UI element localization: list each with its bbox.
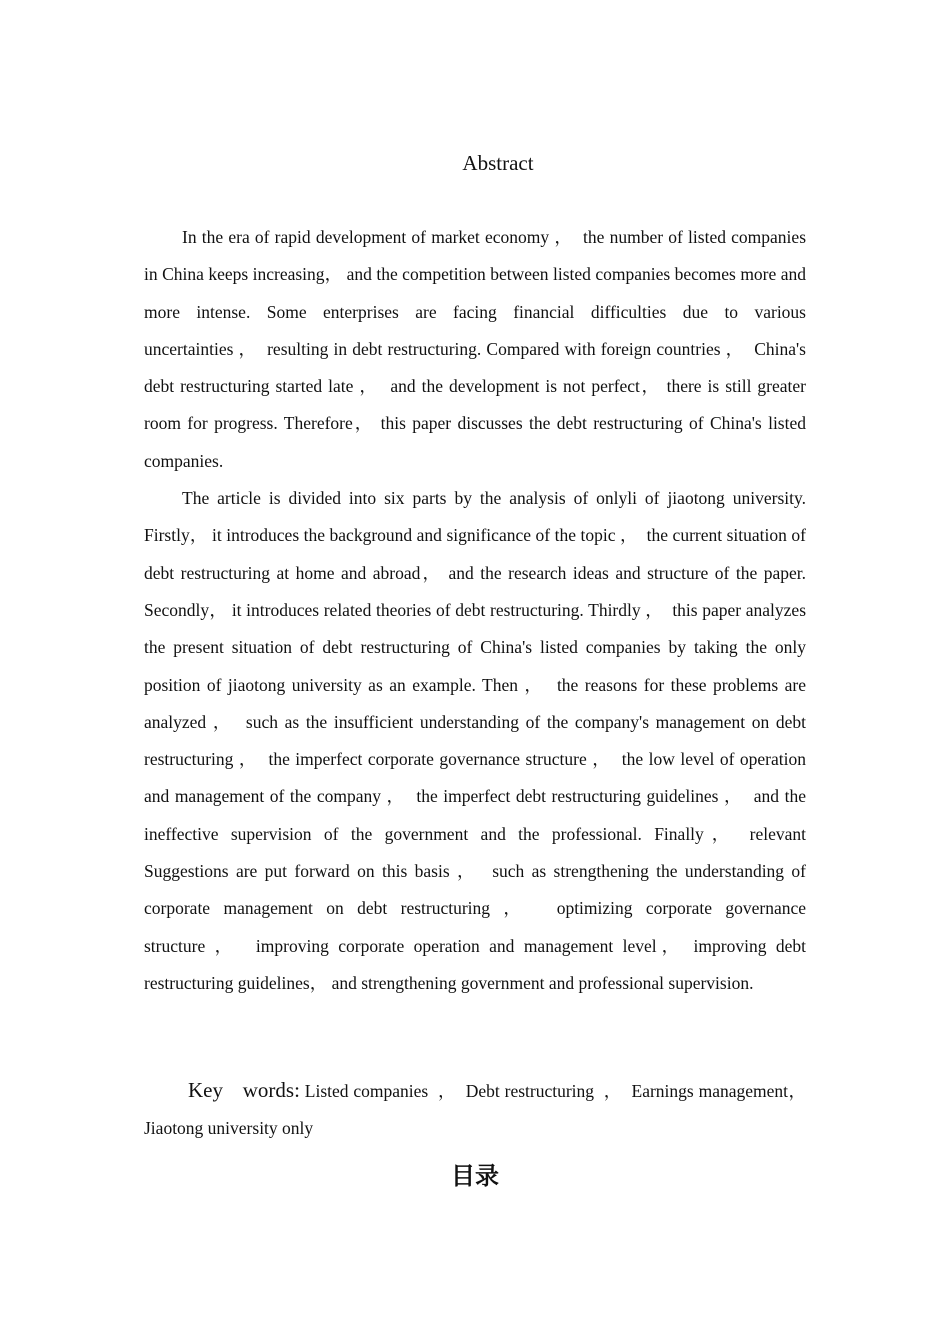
abstract-paragraph-1: In the era of rapid development of market economy ， the number of listed companies in China keeps increasing， and the competition between listed companies becomes more and more intense. Some enterprises are facing financial difficulties due to various uncertainties ， resulting in debt restructuring. Compared with foreign countries ， China's debt restructuring started late ， and the development is not perfect， there is still greater room for progress. Therefore， this paper discusses the debt restructuring of China's listed companies. (144, 227, 806, 471)
table-of-contents-title: 目录 (451, 1162, 499, 1190)
abstract-body (144, 219, 806, 1002)
keywords-line (144, 1072, 806, 1147)
abstract-title: Abstract (462, 151, 534, 175)
keywords-text: Listed companies ， Debt restructuring ， Earnings management，Jiaotong university only (144, 1081, 807, 1138)
keywords-label: Key words: (188, 1078, 300, 1102)
abstract-paragraph-2: The article is divided into six parts by the analysis of onlyli of jiaotong university. Firstly， it introduces the background and significance of the topic ， the current situation of debt restructuring at home and abroad， and the research ideas and structure of the paper. Secondly， it introduces related theories of debt restructuring. Thirdly ， this paper analyzes the present situation of debt restructuring of China's listed companies by taking the only position of jiaotong university as an example. Then ， the reasons for these problems are analyzed ， such as the insufficient understanding of the company's management on debt restructuring ， the imperfect corporate governance structure ， the low level of operation and management of the company ， the imperfect debt restructuring guidelines ， and the ineffective supervision of the government and the professional. Finally， relevant Suggestions are put forward on this basis ， such as strengthening the understanding of corporate management on debt restructuring ， optimizing corporate governance structure ， improving corporate operation and management level， improving debt restructuring guidelines， and strengthening government and professional supervision. (144, 488, 806, 993)
